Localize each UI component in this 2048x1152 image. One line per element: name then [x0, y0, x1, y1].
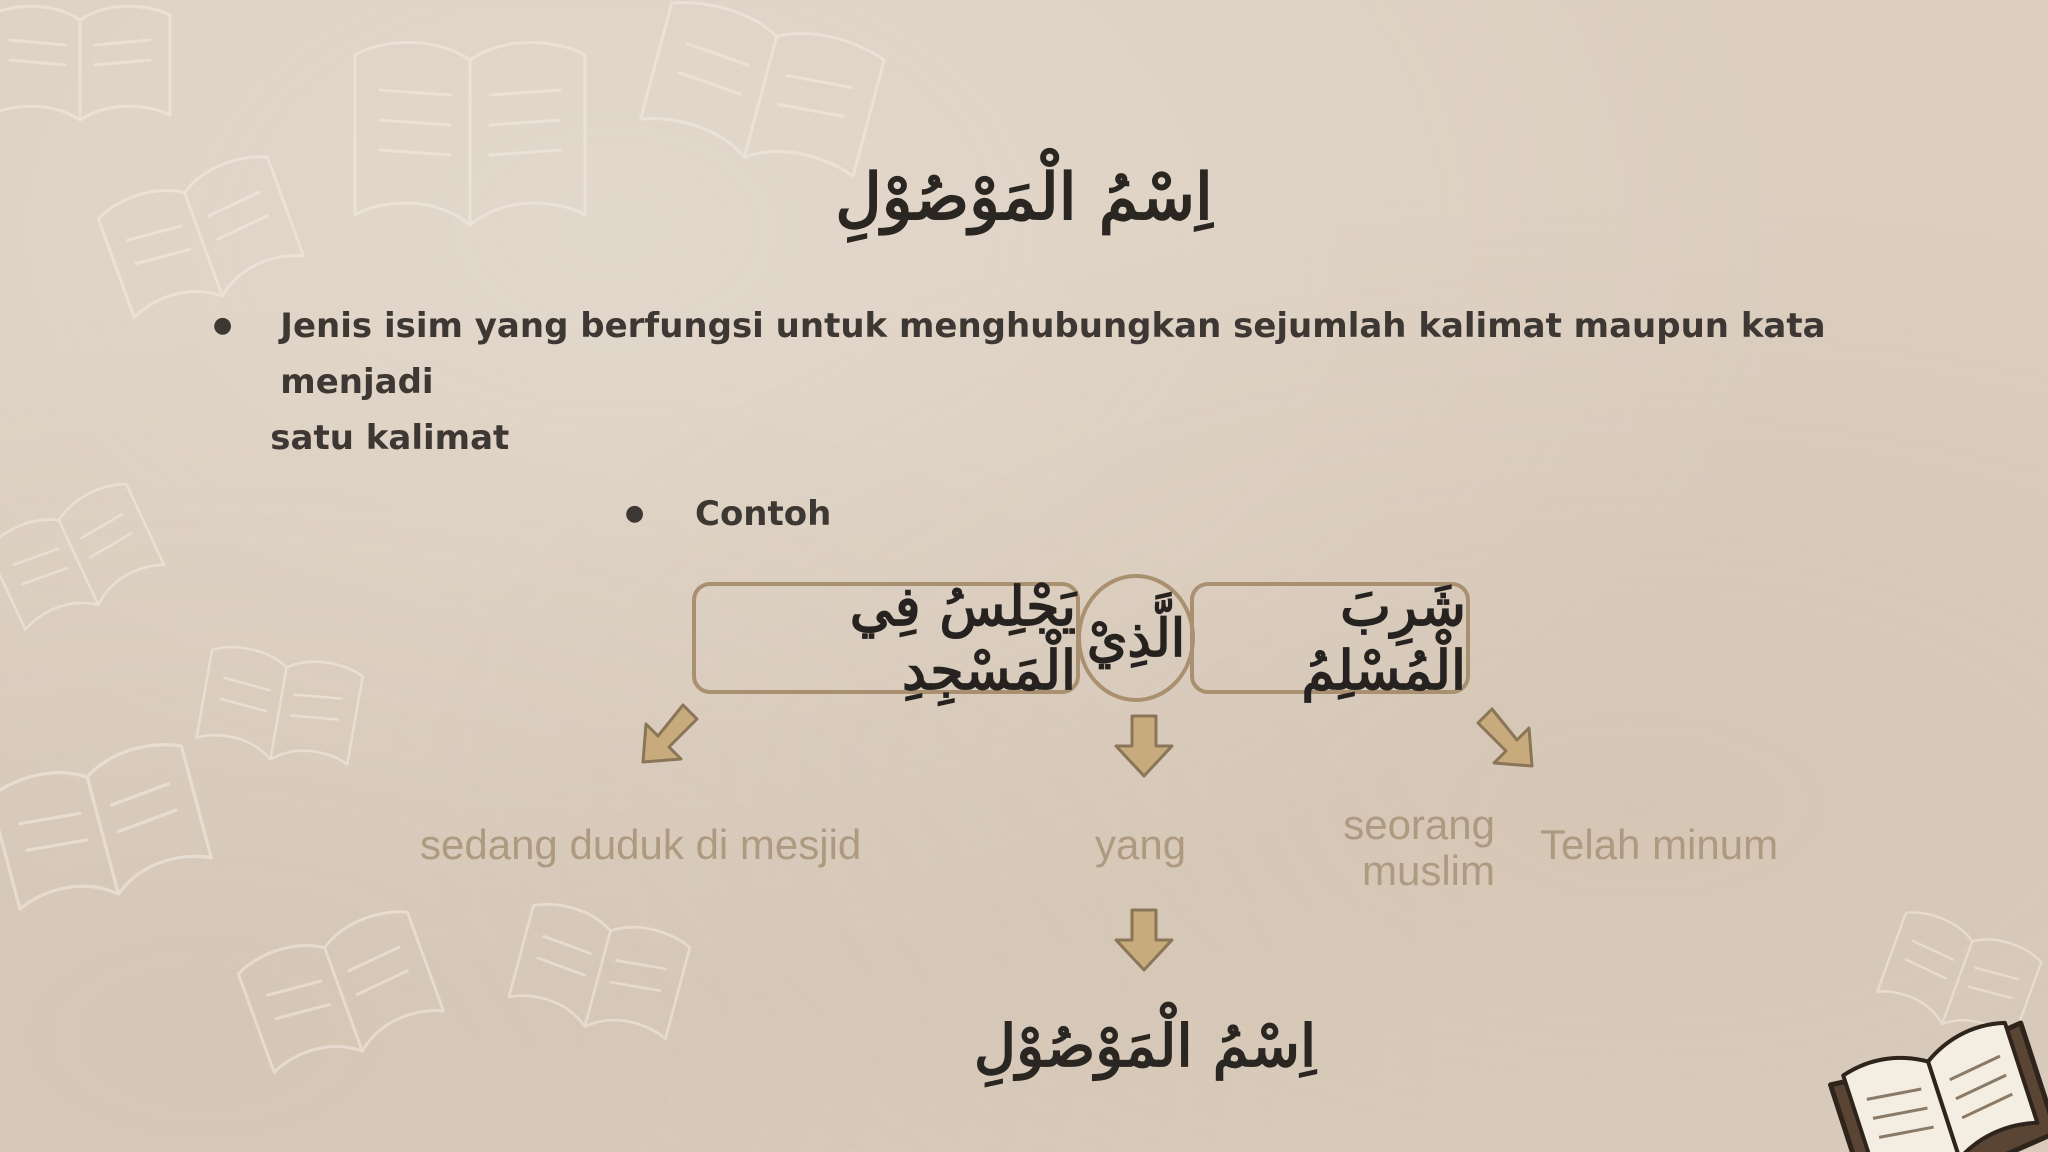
definition-bullet — [213, 298, 1913, 466]
open-book-icon — [1818, 992, 2048, 1152]
definition-text-line1: Jenis isim yang berfungsi untuk menghubungkan sejumlah kalimat maupun kata menjadi — [280, 306, 1826, 402]
translation-far-right: Telah minum — [1540, 821, 1779, 868]
translation-middle: yang — [1095, 821, 1187, 868]
background-book-icon — [183, 616, 376, 793]
arrow-down-icon — [1112, 906, 1176, 974]
translation-left: sedang duduk di mesjid — [420, 821, 862, 868]
arrow-down-right-icon — [1470, 704, 1540, 774]
example-part-right: شَرِبَ الْمُسْلِمُ — [1301, 574, 1466, 702]
arrow-down-left-icon — [635, 700, 705, 770]
definition-text-line2: satu kalimat — [270, 418, 510, 458]
example-part-middle-circle — [1077, 574, 1195, 702]
example-part-right-box — [1190, 574, 1470, 702]
bullet-icon: ● — [213, 313, 233, 338]
slide-title: اِسْمُ الْمَوْصُوْلِ — [835, 160, 1213, 235]
translation-right-line2: muslim — [1362, 847, 1495, 894]
background-book-icon — [0, 442, 188, 668]
example-label: Contoh — [695, 494, 832, 534]
translation-right — [1320, 802, 1495, 894]
arrow-down-icon — [1112, 712, 1176, 780]
bottom-term: اِسْمُ الْمَوْصُوْلِ — [973, 1012, 1317, 1080]
bullet-icon: ● — [625, 501, 645, 526]
example-bullet — [625, 486, 831, 542]
example-part-left: يَجْلِسُ فِي الْمَسْجِدِ — [849, 574, 1076, 702]
translation-right-line1: seorang — [1343, 801, 1495, 848]
example-part-left-box — [692, 574, 1080, 702]
background-book-icon — [0, 0, 180, 140]
example-part-middle: الَّذِيْ — [1086, 607, 1186, 669]
